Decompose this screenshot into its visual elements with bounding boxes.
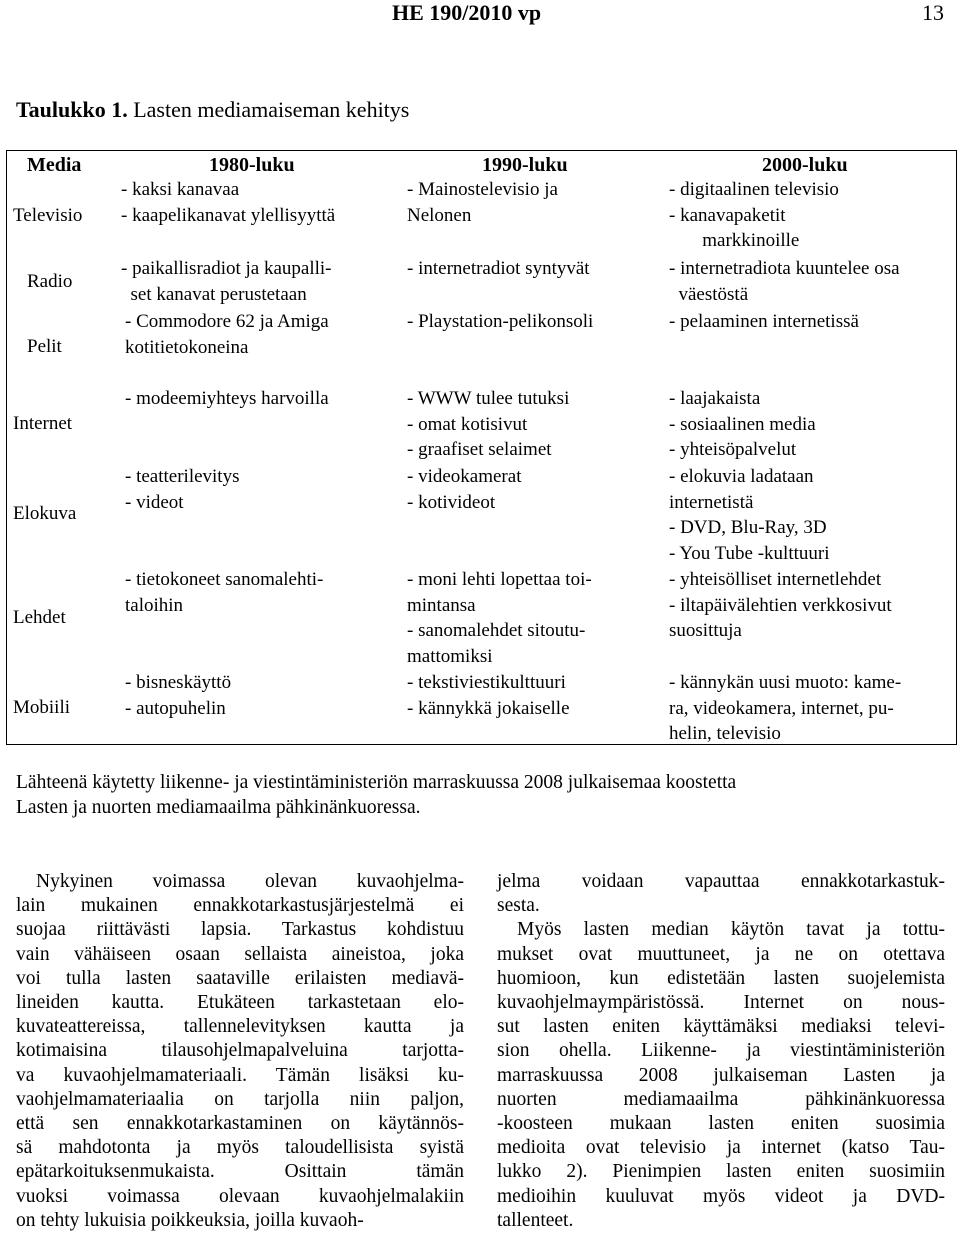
cell-1980: - bisneskäyttö - autopuhelin <box>125 672 232 719</box>
text-line: Myös lasten median käytön tavat ja tottu- <box>517 919 945 941</box>
table-caption <box>16 97 409 123</box>
cell-1980: - teatterilevitys - videot <box>125 466 240 513</box>
text-line: tallenteet. <box>497 1209 574 1231</box>
media-label: Televisio <box>13 205 83 226</box>
text-line: Nykyinen voimassa olevan kuvaohjelma- <box>36 871 464 892</box>
text-line: nuorten mediamaailma pähkinänkuoressa <box>497 1088 945 1110</box>
media-label: Elokuva <box>13 503 77 524</box>
text-line: vaohjelmamateriaalia on tarjolla niin paljon, <box>16 1088 464 1110</box>
text-line: va kuvaohjelmamateriaali. Tämän lisäksi ku- <box>16 1064 464 1086</box>
cell-2000: - laajakaista - sosiaalinen media - yhteisöpalvelut <box>669 388 816 461</box>
text-line: lain mukainen ennakkotarkastusjärjestelmä ei <box>16 895 464 917</box>
document-header-title: HE 190/2010 vp <box>392 0 542 25</box>
cell-2000: - elokuvia ladataan internetistä - DVD, Blu-Ray, 3D - You Tube -kulttuuri <box>669 466 830 565</box>
source-note: Lähteenä käytetty liikenne- ja viestintäministeriön marraskuussa 2008 julkaisemaa koostetta Lasten ja nuorten mediamaailma pähkinänkuoressa. <box>16 772 737 818</box>
cell-1980: - paikallisradiot ja kaupalli- set kanavat perustetaan <box>121 258 332 305</box>
text-line: vain vähäiseen osaan sellaista aineistoa, joka <box>16 943 464 965</box>
cell-1990: - tekstiviestikulttuuri - kännykkä jokaiselle <box>407 672 570 719</box>
text-line: medioita ovat televisio ja internet (katso Tau- <box>497 1137 945 1159</box>
media-label: Lehdet <box>13 607 66 628</box>
text-line: sesta. <box>497 895 540 917</box>
cell-2000: - digitaalinen televisio - kanavapaketit markkinoille <box>669 179 839 252</box>
body-text-left-column <box>16 870 464 1233</box>
text-line: epätarkoituksenmukaista. Osittain tämän <box>16 1161 464 1183</box>
media-label: Pelit <box>27 336 62 357</box>
text-line: mukset ovat muuttuneet, ja ne on otettava <box>497 943 945 965</box>
cell-1990: - Playstation-pelikonsoli <box>407 311 594 332</box>
text-line: vuoksi voimassa olevaan kuvaohjelmalakiin <box>16 1185 464 1207</box>
text-line: että sen ennakkotarkastaminen on käytännös- <box>16 1113 464 1135</box>
cell-1990: - Mainostelevisio ja Nelonen <box>407 179 558 226</box>
text-line: huomioon, kun edistetään lasten suojelemista <box>497 967 945 989</box>
text-line: kotimaisina tilausohjelmapalveluina tarjotta- <box>16 1040 464 1062</box>
cell-2000: - internetradiota kuuntelee osa väestöstä <box>669 258 900 305</box>
media-label: Radio <box>27 271 73 292</box>
text-line: on tehty lukuisia poikkeuksia, joilla kuvaoh- <box>16 1209 364 1231</box>
header-1980: 1980-luku <box>209 154 295 176</box>
text-line: suojaa riittävästi lapsia. Tarkastus kohdistuu <box>16 919 464 941</box>
text-line: voi tulla lasten saataville erilaisten mediavä- <box>16 967 464 989</box>
cell-2000: - kännykän uusi muoto: kame- ra, videokamera, internet, pu- helin, televisio <box>669 672 902 745</box>
cell-1990: - videokamerat - kotivideot <box>407 466 522 513</box>
cell-1990: - moni lehti lopettaa toi- mintansa - sanomalehdet sitoutu- mattomiksi <box>407 569 592 668</box>
cell-1980: - kaksi kanavaa - kaapelikanavat ylellisyyttä <box>121 179 336 226</box>
header-media: Media <box>27 154 82 176</box>
cell-1980: - Commodore 62 ja Amiga kotitietokoneina <box>125 311 329 358</box>
text-line: sion ohella. Liikenne- ja viestintäministeriön <box>497 1040 945 1062</box>
table-caption-label: Taulukko 1. <box>16 97 128 122</box>
text-line: kuvateattereissa, tallennelevityksen kautta ja <box>16 1016 464 1038</box>
text-line: medioihin kuuluvat myös videot ja DVD- <box>497 1185 945 1207</box>
text-line: marraskuussa 2008 julkaiseman Lasten ja <box>497 1064 945 1086</box>
text-line: jelma voidaan vapauttaa ennakkotarkastuk- <box>497 871 945 892</box>
cell-1990: - internetradiot syntyvät <box>407 258 590 279</box>
text-line: -koosteen mukaan lasten eniten suosimia <box>497 1113 945 1135</box>
media-table <box>6 150 957 745</box>
body-text-right-column <box>497 870 945 1233</box>
cell-2000: - yhteisölliset internetlehdet - iltapäivälehtien verkkosivut suosittuja <box>669 569 892 642</box>
text-line: kuvaohjelmaympäristössä. Internet on nous- <box>497 992 945 1014</box>
cell-1980: - modeemiyhteys harvoilla <box>125 388 329 409</box>
media-label: Internet <box>13 413 73 434</box>
text-line: sut lasten eniten käyttämäksi mediaksi televi- <box>497 1016 945 1038</box>
header-1990: 1990-luku <box>482 154 568 176</box>
cell-1990: - WWW tulee tutuksi - omat kotisivut - graafiset selaimet <box>407 388 570 461</box>
text-line: lukko 2). Pienimpien lasten eniten suosimiin <box>497 1161 945 1183</box>
text-line: sä mahdotonta ja myös taloudellisista syistä <box>16 1137 464 1159</box>
cell-1980: - tietokoneet sanomalehti- taloihin <box>125 569 324 616</box>
page-number: 13 <box>922 0 944 25</box>
table-caption-title: Lasten mediamaiseman kehitys <box>133 97 410 122</box>
header-2000: 2000-luku <box>762 154 848 176</box>
cell-2000: - pelaaminen internetissä <box>669 311 859 332</box>
media-label: Mobiili <box>13 697 71 718</box>
text-line: lineiden kautta. Etukäteen tarkastetaan elo- <box>16 992 464 1014</box>
